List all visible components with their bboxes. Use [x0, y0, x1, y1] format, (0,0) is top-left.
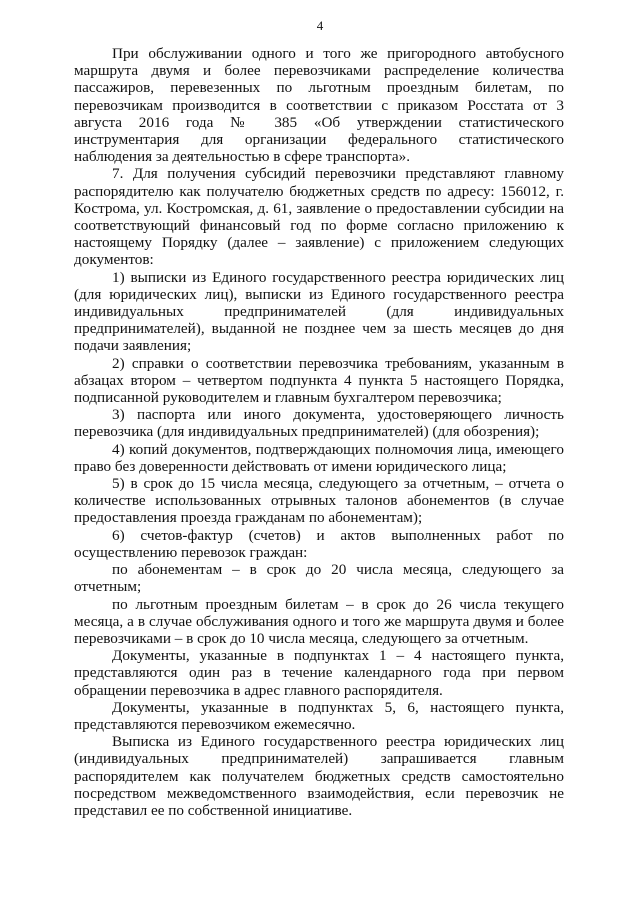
paragraph-documents-1-4: Документы, указанные в подпунктах 1 – 4 настоящего пункта, представляются один раз в течение календарного года при первом обращении перевозчика в адрес главного распорядителя.: [74, 647, 564, 699]
paragraph-subitem-6: 6) счетов-фактур (счетов) и актов выполненных работ по осуществлению перевозок граждан:: [74, 526, 564, 561]
paragraph-subitem-2: 2) справки о соответствии перевозчика требованиям, указанным в абзацах втором – четвертом подпункта 4 пункта 5 настоящего Порядка, подписанной руководителем и главным бухгалтером перевозчика;: [74, 354, 564, 407]
paragraph-subitem-1: 1) выписки из Единого государственного реестра юридических лиц (для юридических лиц), выписки из Единого государственного реестра индивидуальных предпринимателей (для индивидуальных предпринимателей), выданной не позднее чем за шесть месяцев до дня подачи заявления;: [74, 268, 564, 355]
page-number: 4: [316, 18, 324, 33]
paragraph-route-distribution: При обслуживании одного и того же пригородного автобусного маршрута двумя и более перевозчиками распределение количества пассажиров, перевезенных по льготным проездным билетам, по перевозчикам производится в соответствии с приказом Росстата от 3 августа 2016 года № 385 «Об утверждении статистического инструментария для организации федерального статистического наблюдения за деятельностью в сфере транспорта».: [74, 45, 564, 166]
paragraph-subitem-5: 5) в срок до 15 числа месяца, следующего за отчетным, – отчета о количестве использованных отрывных талонов абонементов (в случае предоставления проезда гражданам по абонементам);: [74, 475, 564, 527]
paragraph-subscriptions-deadline: по абонементам – в срок до 20 числа месяца, следующего за отчетным;: [74, 561, 564, 596]
paragraph-tickets-deadline: по льготным проездным билетам – в срок до 26 числа текущего месяца, а в случае обслуживания одного и того же маршрута двумя и более перевозчиками – в срок до 10 числа месяца, следующего за отчетным.: [74, 595, 564, 647]
paragraph-registry-extract: Выписка из Единого государственного реестра юридических лиц (индивидуальных предпринимателей) запрашивается главным распорядителем как получателем бюджетных средств самостоятельно посредством межведомственного взаимодействия, если перевозчик не представил ее по собственной инициативе.: [74, 733, 564, 819]
paragraph-subitem-4: 4) копий документов, подтверждающих полномочия лица, имеющего право без доверенности действовать от имени юридического лица;: [74, 440, 564, 475]
paragraph-item-7: 7. Для получения субсидий перевозчики представляют главному распорядителю как получателю бюджетных средств по адресу: 156012, г. Кострома, ул. Костромская, д. 61, заявление о предоставлении субсидии на соответствующий финансовый год по форме согласно приложению к настоящему Порядку (далее – заявление) с приложением следующих документов:: [74, 165, 564, 269]
paragraph-documents-5-6: Документы, указанные в подпунктах 5, 6, настоящего пункта, представляются перевозчиком ежемесячно.: [74, 698, 564, 733]
paragraph-subitem-3: 3) паспорта или иного документа, удостоверяющего личность перевозчика (для индивидуальных предпринимателей) (для обозрения);: [74, 406, 564, 441]
document-body: [74, 45, 564, 819]
